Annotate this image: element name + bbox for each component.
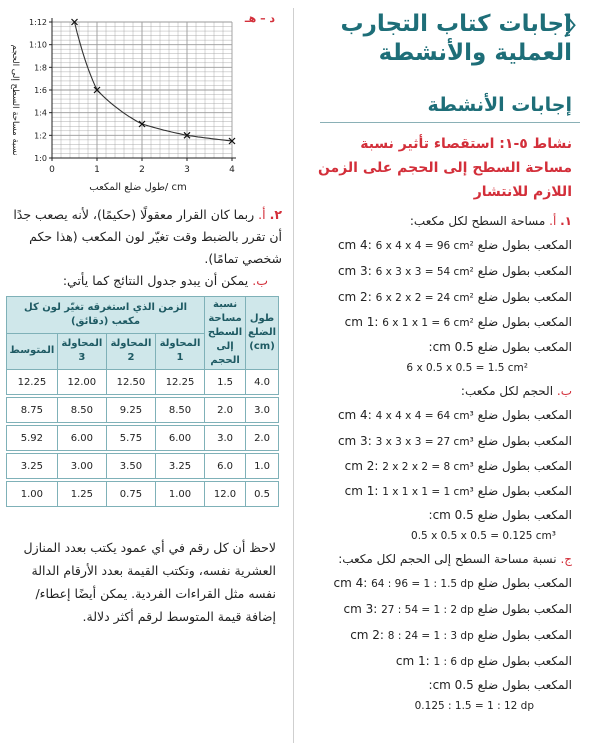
cell-average: 1.00 [7, 482, 58, 507]
ratio-chart [0, 8, 290, 194]
cell-ratio: 12.0 [205, 482, 246, 507]
cell-trial-1: 1.00 [155, 482, 204, 507]
q1-b-label: ب. [556, 384, 572, 398]
area-line-5-label: المكعب بطول ضلع cm 0.5: [428, 340, 572, 354]
q2-b-label: ب. [252, 273, 268, 288]
chart-part-label: د – هـ [244, 12, 276, 25]
cell-trial-1: 3.25 [155, 454, 204, 479]
vol-line-label: المكعب بطول ضلع cm 2: [344, 459, 572, 473]
vol-line-2 [300, 434, 572, 448]
cell-trial-3: 12.00 [57, 370, 106, 395]
area-line-label: المكعب بطول ضلع cm 2: [337, 290, 572, 304]
area-line-eq: 6 x 4 x 4 = 96 cm² [375, 240, 474, 252]
ratio-line-label: المكعب بطول ضلع cm 2: [350, 628, 572, 642]
cell-trial-2: 5.75 [106, 426, 155, 451]
section-divider [320, 122, 580, 123]
y-tick-label: 1:2 [34, 131, 47, 141]
header-ratio: نسبة مساحة السطح إلى الحجم [205, 297, 246, 370]
x-tick-label: 1 [94, 165, 100, 175]
table-row [7, 370, 279, 395]
table-row [7, 426, 279, 451]
header-trial-2: المحاولة 2 [106, 333, 155, 370]
ratio-line-5-label: المكعب بطول ضلع cm 0.5: [428, 678, 572, 692]
cell-trial-1: 12.25 [155, 370, 204, 395]
vol-line-label: المكعب بطول ضلع cm 3: [337, 434, 572, 448]
ratio-line-eq: 0.125 : 1.5 = 1 : 12 dp [414, 700, 534, 712]
area-line-2 [300, 264, 572, 278]
q1-c-heading [300, 552, 572, 566]
column-divider [293, 8, 294, 743]
cell-trial-1: 6.00 [155, 426, 204, 451]
header-average: المتوسط [7, 333, 58, 370]
cell-trial-3: 8.50 [57, 398, 106, 423]
q1-c-text: نسبة مساحة السطح إلى الحجم لكل مكعب: [338, 552, 557, 566]
ratio-line-label: المكعب بطول ضلع cm 4: [333, 576, 572, 590]
table-row [7, 482, 279, 507]
y-tick-label: 1:10 [29, 40, 47, 50]
area-line-5-eq [256, 360, 528, 374]
area-line-4 [300, 315, 572, 329]
q1-a-text: مساحة السطح لكل مكعب: [409, 214, 546, 228]
cell-side: 3.0 [246, 398, 279, 423]
area-line-eq: 6 x 0.5 x 0.5 = 1.5 cm² [406, 362, 528, 374]
chart-series [72, 19, 236, 144]
cell-average: 12.25 [7, 370, 58, 395]
ratio-line-eq: 64 : 96 = 1 : 1.5 dp [371, 578, 474, 590]
cell-side: 1.0 [246, 454, 279, 479]
activity-title: نشاط ٥-١: استقصاء تأثير نسبة مساحة السطح إلى الحجم على الزمن اللازم للانتشار [317, 136, 572, 200]
ratio-line-5-eq [262, 698, 534, 712]
table-row [7, 398, 279, 423]
header-side: طول الضلع (cm) [246, 297, 279, 370]
vol-line-label: المكعب بطول ضلع cm 4: [337, 408, 572, 422]
vol-line-eq: 1 x 1 x 1 = 1 cm³ [382, 486, 474, 498]
q2-number: ٢. [269, 207, 282, 222]
cell-average: 3.25 [7, 454, 58, 479]
cell-ratio: 2.0 [205, 398, 246, 423]
area-line-label: المكعب بطول ضلع cm 3: [337, 264, 572, 278]
q1-c-label: ج. [560, 552, 572, 566]
x-tick-label: 3 [184, 165, 190, 175]
vol-line-eq: 4 x 4 x 4 = 64 cm³ [375, 410, 474, 422]
y-tick-label: 1:4 [34, 108, 47, 118]
area-line-3 [300, 290, 572, 304]
page-title: 〈 إجابات كتاب التجارب العملية والأنشطة [340, 11, 588, 66]
chart-axes [52, 18, 236, 158]
section-title: إجابات الأنشطة [427, 94, 572, 116]
header-trial-3: المحاولة 3 [57, 333, 106, 370]
ratio-line-2 [300, 602, 572, 616]
ratio-line-1 [300, 576, 572, 590]
area-line-label: المكعب بطول ضلع cm 1: [344, 315, 572, 329]
area-line-eq: 6 x 2 x 2 = 24 cm² [375, 292, 474, 304]
area-line-eq: 6 x 3 x 3 = 54 cm² [375, 266, 474, 278]
cell-trial-1: 8.50 [155, 398, 204, 423]
cell-trial-2: 9.25 [106, 398, 155, 423]
cell-ratio: 1.5 [205, 370, 246, 395]
chart-x-axis-label: طول ضلع المكعب/ cm [89, 182, 187, 193]
table-header-row [7, 297, 279, 334]
vol-line-label: المكعب بطول ضلع cm 1: [344, 484, 572, 498]
table-row [7, 454, 279, 479]
cell-average: 8.75 [7, 398, 58, 423]
y-tick-label: 1:12 [29, 18, 47, 27]
area-line-eq: 6 x 1 x 1 = 6 cm² [382, 317, 474, 329]
vol-line-1 [300, 408, 572, 422]
cell-ratio: 6.0 [205, 454, 246, 479]
y-tick-label: 1:8 [34, 63, 47, 73]
cell-trial-2: 12.50 [106, 370, 155, 395]
x-tick-label: 4 [229, 165, 235, 175]
cell-trial-3: 1.25 [57, 482, 106, 507]
vol-line-eq: 2 x 2 x 2 = 8 cm³ [382, 461, 474, 473]
cell-side: 0.5 [246, 482, 279, 507]
area-line-label: المكعب بطول ضلع cm 4: [337, 238, 572, 252]
vol-line-3 [300, 459, 572, 473]
ratio-line-4 [300, 654, 572, 668]
header-trial-1: المحاولة 1 [155, 333, 204, 370]
q2-a-text: ربما كان القرار معقولًا (حكيمًا)، لأنه يصعب جدًا أن تقرر بالضبط وقت تغيّر لون المكعب (هذا حكم شخصي تمامًا). [13, 207, 282, 266]
cell-average: 5.92 [7, 426, 58, 451]
chevron-left-icon[interactable]: 〈 [564, 12, 588, 40]
cell-trial-3: 6.00 [57, 426, 106, 451]
ratio-line-eq: 27 : 54 = 1 : 2 dp [381, 604, 474, 616]
cell-trial-2: 0.75 [106, 482, 155, 507]
note-paragraph: لاحظ أن كل رقم في أي عمود يكتب بعدد المنازل العشرية نفسه، وتكتب القيمة بعدد الأرقام الدالة نفسه مثل القراءات الفردية. يمكن أيضًا إعطاء/إضافة قيمة المتوسط لرقم أكثر دلالة. [23, 540, 276, 624]
series-curve [75, 22, 233, 141]
vol-line-eq: 0.5 x 0.5 x 0.5 = 0.125 cm³ [411, 530, 556, 542]
q2-b-text: يمكن أن يبدو جدول النتائج كما يأتي: [62, 273, 249, 288]
q2-a-label: أ. [258, 207, 266, 222]
x-tick-label: 0 [49, 165, 55, 175]
cell-trial-2: 3.50 [106, 454, 155, 479]
q1-a-heading [300, 214, 572, 228]
q1-b-heading [300, 384, 572, 398]
q2-b-paragraph [6, 270, 268, 292]
y-tick-label: 1:0 [34, 154, 47, 163]
ratio-line-eq: 8 : 24 = 1 : 3 dp [387, 630, 474, 642]
q1-b-text: الحجم لكل مكعب: [460, 384, 554, 398]
cell-ratio: 3.0 [205, 426, 246, 451]
chart-y-axis-label: نسبة مساحة السطح إلى الحجم [10, 44, 20, 156]
ratio-line-label: المكعب بطول ضلع cm 3: [343, 602, 572, 616]
y-tick-label: 1:6 [34, 86, 47, 95]
cell-side: 4.0 [246, 370, 279, 395]
ratio-line-label: المكعب بطول ضلع cm 1: [395, 654, 572, 668]
q1-number: ١. [560, 214, 572, 228]
q2-a-paragraph [6, 204, 282, 270]
x-tick-label: 2 [139, 165, 145, 175]
header-time: الزمن الذي استغرقه تغيّر لون كل مكعب (دقائق) [7, 297, 205, 334]
vol-line-5-label: المكعب بطول ضلع cm 0.5: [428, 508, 572, 522]
cell-trial-3: 3.00 [57, 454, 106, 479]
cell-side: 2.0 [246, 426, 279, 451]
ratio-line-eq: 1 : 6 dp [433, 656, 474, 668]
ratio-line-3 [300, 628, 572, 642]
vol-line-4 [300, 484, 572, 498]
results-table [6, 296, 279, 507]
chart-ticks [29, 18, 235, 175]
area-line-1 [300, 238, 572, 252]
vol-line-eq: 3 x 3 x 3 = 27 cm³ [375, 436, 474, 448]
vol-line-5-eq [284, 528, 556, 542]
q1-a-label: أ. [549, 214, 557, 228]
